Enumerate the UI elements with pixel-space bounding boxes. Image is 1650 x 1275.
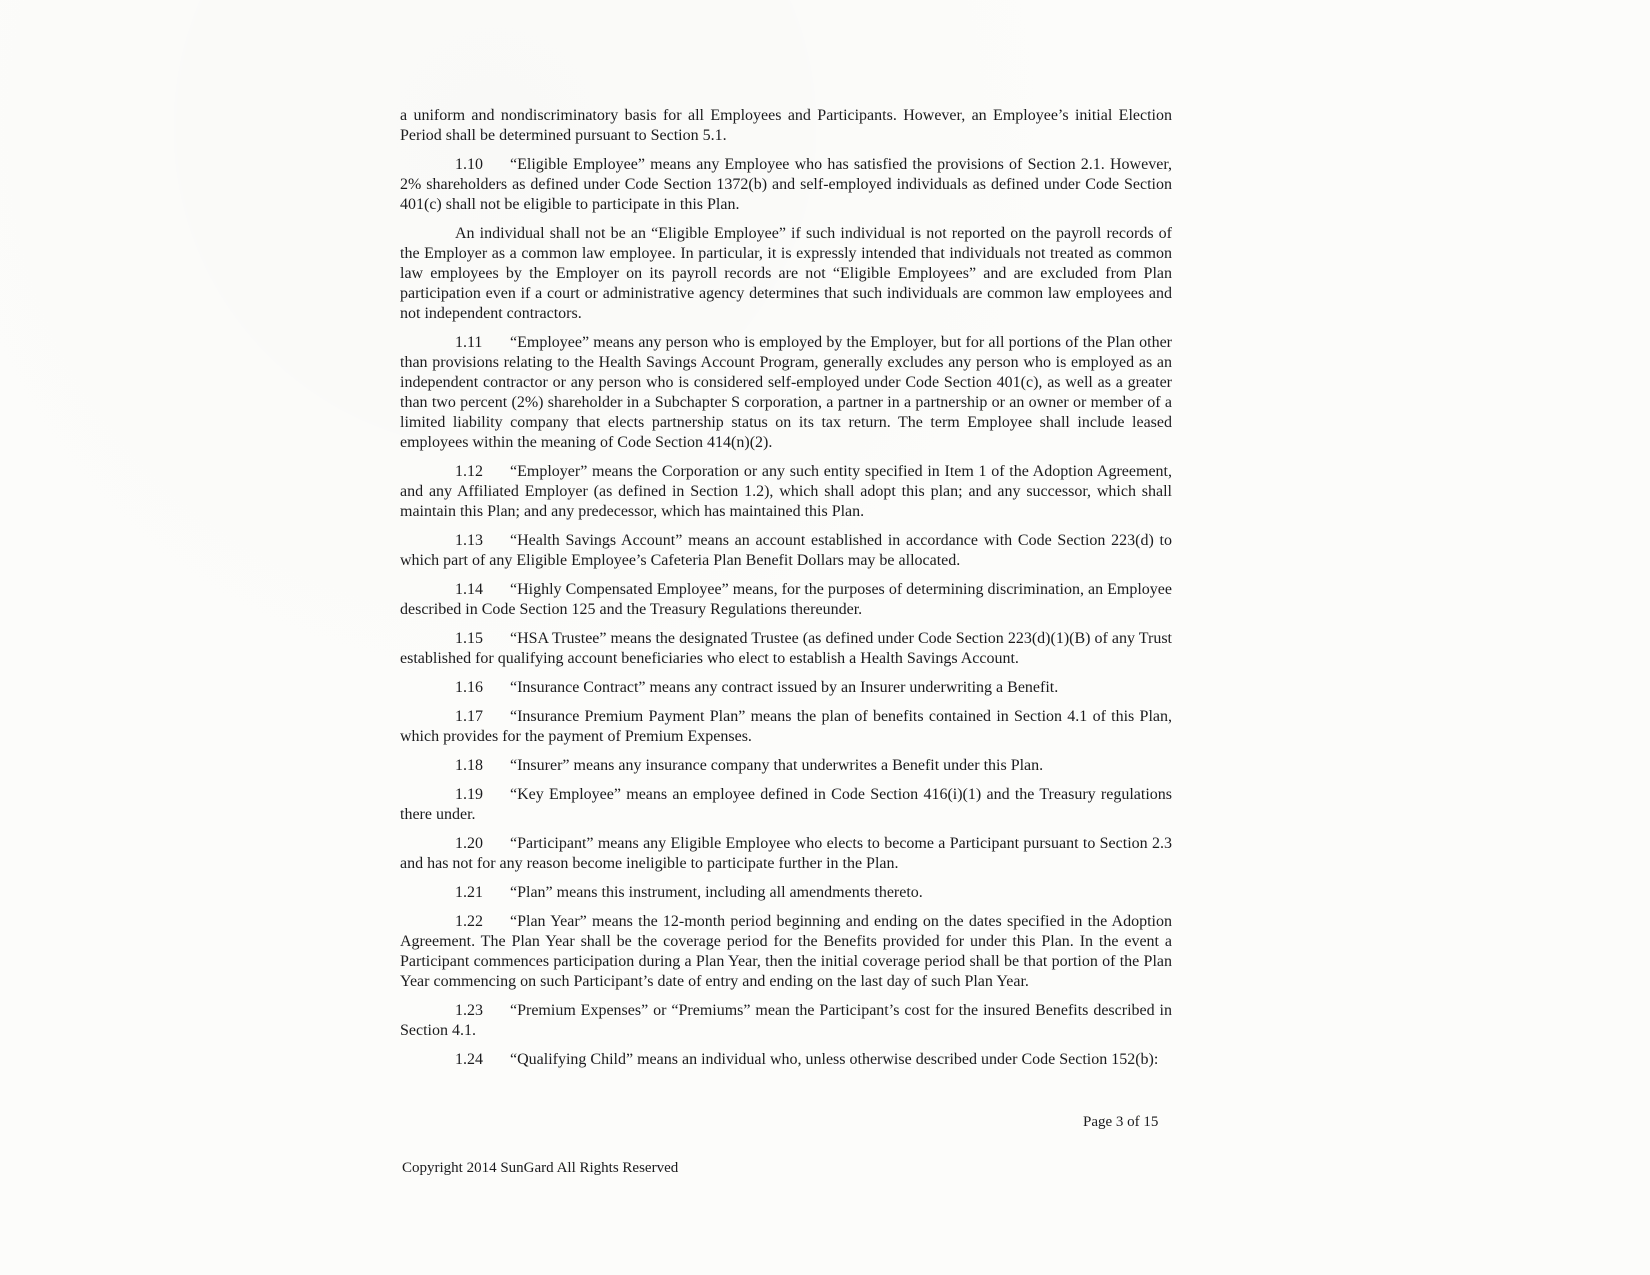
section-number: 1.14 [455,581,483,598]
paragraph [400,1001,1172,1041]
paragraph-text: “Insurance Premium Payment Plan” means the plan of benefits contained in Section 4.1 of this Plan, which provides for the payment of Premium Expenses. [400,708,1172,745]
paragraph [400,224,1172,324]
paragraph-text: “Qualifying Child” means an individual who, unless otherwise described under Code Section 152(b): [510,1051,1159,1068]
paragraph-text: “Employee” means any person who is employed by the Employer, but for all portions of the Plan other than provisions relating to the Health Savings Account Program, generally excludes any person who is employed as an independent contractor or any person who is considered self-employed under Code Section 401(c), as well as a greater than two percent (2%) shareholder in a Subchapter S corporation, a partner in a partnership or an owner or member of a limited liability company that elects partnership status on its tax return. The term Employee shall include leased employees within the meaning of Code Section 414(n)(2). [400,334,1172,451]
intro-paragraph: a uniform and nondiscriminatory basis for all Employees and Participants. However, an Employee’s initial Election Period shall be determined pursuant to Section 5.1. [400,107,1172,144]
paragraph [400,678,1172,698]
paragraph-text: “Key Employee” means an employee defined in Code Section 416(i)(1) and the Treasury regulations there under. [400,786,1172,823]
section-number: 1.18 [455,757,483,774]
paragraph [400,707,1172,747]
section-number: 1.10 [455,156,483,173]
paragraph [400,834,1172,874]
paragraph [400,785,1172,825]
section-number: 1.16 [455,679,483,696]
paragraph [400,580,1172,620]
paragraph [400,912,1172,992]
paragraph [400,155,1172,215]
section-number: 1.24 [455,1051,483,1068]
paragraph-text: “Health Savings Account” means an account established in accordance with Code Section 223(d) to which part of any Eligible Employee’s Cafeteria Plan Benefit Dollars may be allocated. [400,532,1172,569]
section-number: 1.21 [455,884,483,901]
section-number: 1.19 [455,786,483,803]
section-number: 1.13 [455,532,483,549]
section-number: 1.12 [455,463,483,480]
section-number: 1.11 [455,334,483,351]
paragraph [400,756,1172,776]
paragraph-text: “Insurance Contract” means any contract issued by an Insurer underwriting a Benefit. [510,679,1059,696]
paragraph [400,462,1172,522]
section-number: 1.20 [455,835,483,852]
paragraph-text: An individual shall not be an “Eligible Employee” if such individual is not reported on the payroll records of the Employer as a common law employee. In particular, it is expressly intended that individuals not treated as common law employees by the Employer on its payroll records are not “Eligible Employees” and are excluded from Plan participation even if a court or administrative agency determines that such individuals are common law employees and not independent contractors. [400,225,1172,322]
section-number: 1.17 [455,708,483,725]
paragraph-text: “Eligible Employee” means any Employee who has satisfied the provisions of Section 2.1. However, 2% shareholders as defined under Code Section 1372(b) and self-employed individuals as defined under Code Section 401(c) shall not be eligible to participate in this Plan. [400,156,1172,213]
paragraph-text: “Insurer” means any insurance company that underwrites a Benefit under this Plan. [510,757,1044,774]
paragraph [400,333,1172,453]
document-paragraphs [400,155,1172,1070]
page-number: Page 3 of 15 [1083,1114,1159,1130]
paragraph [400,531,1172,571]
copyright-notice: Copyright 2014 SunGard All Rights Reserved [402,1160,679,1176]
paragraph-text: “Employer” means the Corporation or any such entity specified in Item 1 of the Adoption Agreement, and any Affiliated Employer (as defined in Section 1.2), which shall adopt this plan; and any successor, which shall maintain this Plan; and any predecessor, which has maintained this Plan. [400,463,1172,520]
paragraph-text: “Premium Expenses” or “Premiums” mean the Participant’s cost for the insured Benefits described in Section 4.1. [400,1002,1172,1039]
section-number: 1.15 [455,630,483,647]
paragraph [400,883,1172,903]
paragraph-text: “Plan Year” means the 12-month period beginning and ending on the dates specified in the Adoption Agreement. The Plan Year shall be the coverage period for the Benefits provided for under this Plan. In the event a Participant commences participation during a Plan Year, then the initial coverage period shall be that portion of the Plan Year commencing on such Participant’s date of entry and ending on the last day of such Plan Year. [400,913,1172,990]
document-body [400,106,1172,1079]
paragraph-text: “Highly Compensated Employee” means, for the purposes of determining discrimination, an Employee described in Code Section 125 and the Treasury Regulations thereunder. [400,581,1172,618]
section-number: 1.23 [455,1002,483,1019]
section-number: 1.22 [455,913,483,930]
paragraph-text: “Participant” means any Eligible Employee who elects to become a Participant pursuant to Section 2.3 and has not for any reason become ineligible to participate further in the Plan. [400,835,1172,872]
paragraph-text: “Plan” means this instrument, including all amendments thereto. [510,884,923,901]
paragraph-text: “HSA Trustee” means the designated Trustee (as defined under Code Section 223(d)(1)(B) of any Trust established for qualifying account beneficiaries who elect to establish a Health Savings Account. [400,630,1172,667]
paragraph [400,629,1172,669]
paragraph [400,1050,1172,1070]
